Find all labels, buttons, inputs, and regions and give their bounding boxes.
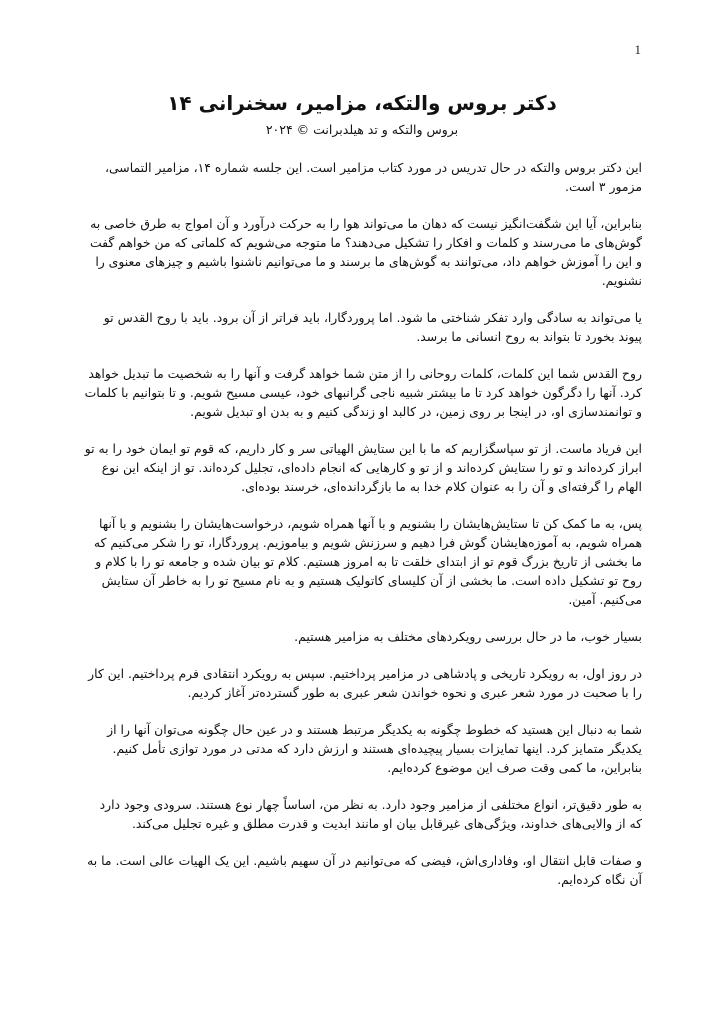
paragraph: بنابراین، آیا این شگفت‌انگیز نیست که دهان ما می‌تواند هوا را به حرکت درآورد و آن امواج به طرق خاصی به گوش‌های ما می‌رسند و کلمات و افکار را تشکیل می‌دهند؟ ما متوجه می‌شویم که کلماتی که من خواهم گفت و این را آموزش خواهم داد، می‌توانند به گوش‌های ما برسند و ما می‌توانیم ناشنوا باشیم و چیزهای معنوی را نشنویم. — [89, 216, 642, 288]
paragraph: روح القدس شما این کلمات، کلمات روحانی را از متن شما خواهد گرفت و آنها را به شخصیت ما تبدیل خواهد کرد. آنها را دگرگون خواهد کرد تا ما بیشتر شبیه ناجی گرانبهای خود، عیسی مسیح شویم. و تا بتوانیم با کلمات و توانمندسازی او، در اینجا بر روی زمین، در کالبد او زندگی کنیم و به بدن او تبدیل شویم. — [84, 366, 642, 419]
paragraph: و صفات قابل انتقال او، وفاداری‌اش، فیضی که می‌توانیم در آن سهیم باشیم. این یک الهیات عالی است. ما به آن نگاه کرده‌ایم. — [87, 853, 642, 887]
document-body — [84, 158, 642, 907]
paragraph: شما به دنبال این هستید که خطوط چگونه به یکدیگر مرتبط هستند و در عین حال چگونه می‌توان آنها را از یکدیگر متمایز کرد. اینها تمایزات بسیار پیچیده‌ای هستند و ارزش دارد که مدتی در مورد توازی تأمل کنیم. بنابراین، ما کمی وقت صرف این موضوع کرده‌ایم. — [107, 722, 642, 775]
paragraph: به طور دقیق‌تر، انواع مختلفی از مزامیر وجود دارد. به نظر من، اساساً چهار نوع هستند. سرودی وجود دارد که از والایی‌های خداوند، ویژگی‌های غیرقابل بیان او مانند ابدیت و قدرت مطلق و غیره تجلیل می‌کند. — [99, 797, 642, 831]
paragraph: بسیار خوب، ما در حال بررسی رویکردهای مختلف به مزامیر هستیم. — [294, 629, 642, 644]
paragraph: در روز اول، به رویکرد تاریخی و پادشاهی در مزامیر پرداختیم. سپس به رویکرد انتقادی فرم پرداختیم. این کار را با صحبت در مورد شعر عبری و نحوه خواندن شعر عبری به طور گسترده‌تر آغاز کردیم. — [88, 666, 642, 700]
paragraph: این دکتر بروس والتکه در حال تدریس در مورد کتاب مزامیر است. این جلسه شماره ۱۴، مزامیر التماسی، مزمور ۳ است. — [104, 160, 642, 194]
paragraph: این فریاد ماست. از تو سپاسگزاریم که ما با این ستایش الهیاتی سر و کار داریم، که قوم تو ایمان خود را به تو ابراز کرده‌اند و تو را ستایش کرده‌اند و از تو و کارهایی که انجام داده‌ای، تجلیل کرده‌اند. تو از اینکه این نوع الهام را گرفته‌ای و آن را به عنوان کلام خدا به ما بازگردانده‌ای، خرسند بوده‌ای. — [84, 441, 642, 494]
paragraph: پس، به ما کمک کن تا ستایش‌هایشان را بشنویم و با آنها همراه شویم، درخواست‌هایشان را بشنویم و با آنها همراه شویم، به آموزه‌هایشان گوش فرا دهیم و سرزنش شویم و بیاموزیم. پروردگارا، تو را شکر می‌کنیم که ما بخشی از تاریخ بزرگ قوم تو از ابتدای خلقت تا به امروز هستیم. کلام تو بیان شده و جامعه تو را با کلام و روح تو تشکیل داده است. ما بخشی از آن کلیسای کاتولیک هستیم و به نام مسیح تو را به خاطر آن ستایش می‌کنیم. آمین. — [93, 516, 642, 607]
paragraph: یا می‌تواند به سادگی وارد تفکر شناختی ما شود. اما پروردگارا، باید فراتر از آن برود. باید با روح القدس تو پیوند بخورد تا بتواند به روح انسانی ما برسد. — [103, 310, 642, 344]
document-title: دکتر بروس والتکه، مزامیر، سخنرانی ۱۴ — [167, 91, 557, 115]
page-number: 1 — [634, 42, 641, 57]
document-subtitle: بروس والتکه و تد هیلدبرانت © ۲۰۲۴ — [265, 122, 459, 137]
